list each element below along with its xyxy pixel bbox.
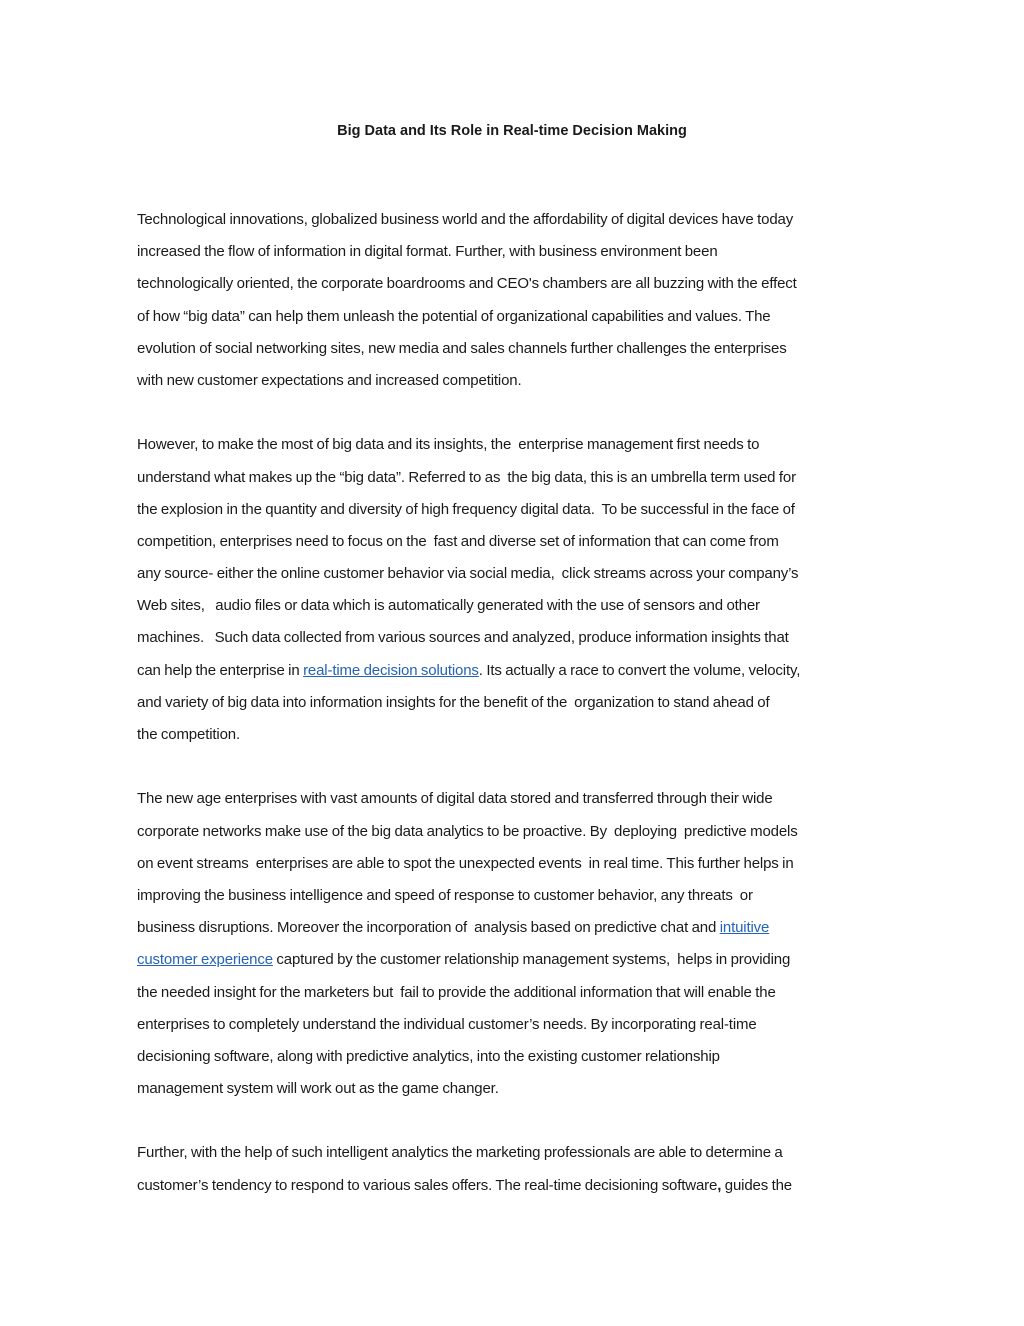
paragraph-line: increased the flow of information in digital format. Further, with business environment been: [137, 243, 718, 261]
line-text: . Its actually a race to convert the volume, velocity,: [478, 661, 801, 679]
paragraph-2: [137, 429, 889, 751]
paragraph-line: the explosion in the quantity and diversity of high frequency digital data. To be successful in the face of: [137, 500, 795, 518]
intuitive-customer-experience-link-continued[interactable]: customer experience: [137, 951, 273, 969]
paragraph-line: technologically oriented, the corporate boardrooms and CEO's chambers are all buzzing with the effect: [137, 275, 797, 293]
document-body: [137, 204, 889, 1234]
paragraph-line: and variety of big data into information insights for the benefit of the organization to stand ahead of: [137, 693, 770, 711]
line-text: captured by the customer relationship management systems, helps in providing: [272, 951, 791, 969]
paragraph-line: enterprises to completely understand the individual customer’s needs. By incorporating real-time: [137, 1015, 757, 1033]
paragraph-4: [137, 1137, 889, 1201]
document-title: Big Data and Its Role in Real-time Decision Making: [337, 123, 687, 139]
paragraph-line: with new customer expectations and increased competition.: [137, 371, 522, 389]
line-text: business disruptions. Moreover the incorporation of analysis based on predictive chat and: [137, 919, 720, 937]
paragraph-line: improving the business intelligence and speed of response to customer behavior, any threats or: [137, 886, 753, 904]
paragraph-line: the needed insight for the marketers but fail to provide the additional information that will enable the: [137, 983, 776, 1001]
paragraph-line: decisioning software, along with predictive analytics, into the existing customer relationship: [137, 1047, 720, 1065]
paragraph-line: competition, enterprises need to focus on the fast and diverse set of information that can come from: [137, 532, 779, 550]
paragraph-line: However, to make the most of big data and its insights, the enterprise management first needs to: [137, 436, 760, 454]
paragraph-line-with-link: [137, 655, 889, 687]
real-time-decision-solutions-link[interactable]: real-time decision solutions: [303, 661, 479, 679]
paragraph-line: Further, with the help of such intelligent analytics the marketing professionals are able to determine a: [137, 1144, 783, 1162]
paragraph-line: management system will work out as the game changer.: [137, 1080, 499, 1098]
paragraph-3: [137, 783, 889, 1105]
line-text: customer’s tendency to respond to various sales offers. The real-time decisioning software: [137, 1176, 718, 1194]
paragraph-line: Web sites, audio files or data which is automatically generated with the use of sensors and other: [137, 597, 760, 615]
paragraph-line: the competition.: [137, 726, 240, 743]
paragraph-line-with-link: [137, 944, 889, 976]
line-text: guides the: [721, 1176, 792, 1194]
paragraph-line: evolution of social networking sites, new media and sales channels further challenges the enterprises: [137, 339, 787, 357]
paragraph-line: of how “big data” can help them unleash the potential of organizational capabilities and values. The: [137, 307, 771, 325]
intuitive-customer-experience-link[interactable]: intuitive: [719, 919, 770, 937]
paragraph-line: on event streams enterprises are able to spot the unexpected events in real time. This further helps in: [137, 854, 794, 872]
paragraph-1: [137, 204, 889, 397]
paragraph-line: [137, 1170, 889, 1202]
paragraph-line: machines. Such data collected from various sources and analyzed, produce information insights that: [137, 629, 789, 647]
paragraph-line: understand what makes up the “big data”. Referred to as the big data, this is an umbrella term used for: [137, 468, 796, 486]
paragraph-line-with-link: [137, 912, 889, 944]
line-text: can help the enterprise in: [137, 661, 304, 679]
paragraph-line: The new age enterprises with vast amounts of digital data stored and transferred through their wide: [137, 790, 773, 808]
paragraph-line: Technological innovations, globalized business world and the affordability of digital devices have today: [137, 211, 794, 228]
bold-comma: ,: [717, 1176, 722, 1194]
paragraph-line: any source- either the online customer behavior via social media, click streams across your company’s: [137, 565, 799, 583]
paragraph-line: corporate networks make use of the big data analytics to be proactive. By deploying predictive models: [137, 822, 798, 840]
